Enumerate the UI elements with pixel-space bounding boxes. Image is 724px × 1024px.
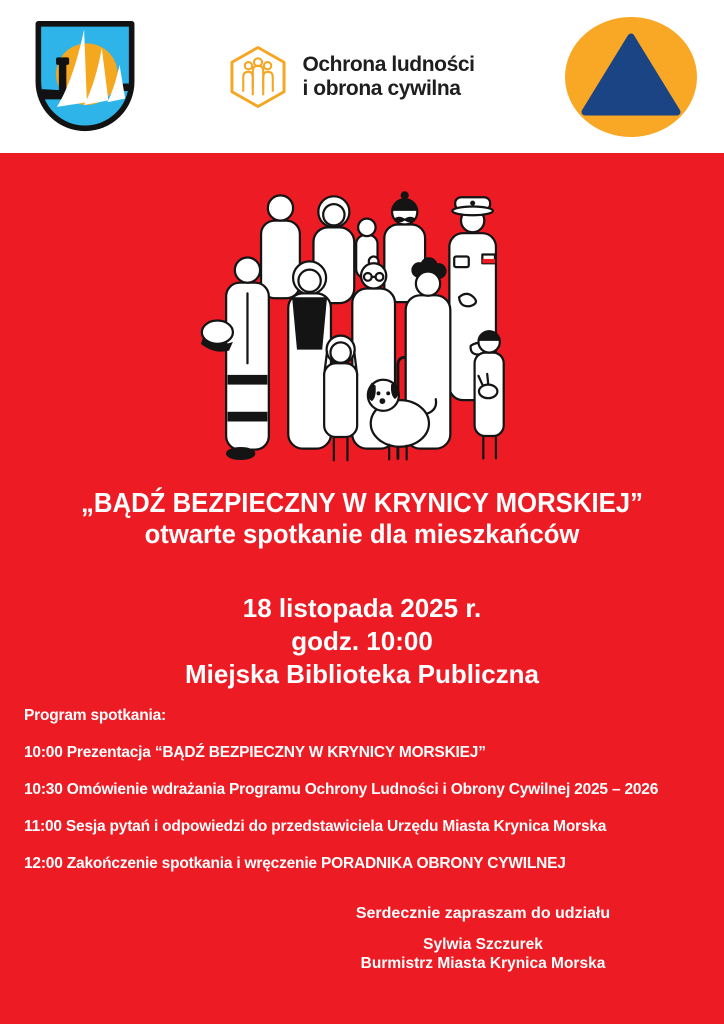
header-band — [0, 0, 724, 153]
poster-body — [0, 153, 724, 1024]
krynica-morska-crest-icon — [29, 16, 141, 138]
signature-name: Sylwia Szczurek — [423, 936, 543, 954]
program-section — [24, 707, 724, 873]
poster-title: „BĄDŹ BEZPIECZNY W KRYNICY MORSKIEJ” — [80, 487, 644, 518]
event-time: godz. 10:00 — [291, 626, 433, 657]
event-date: 18 listopada 2025 r. — [242, 593, 482, 624]
civil-defense-symbol-wrap — [558, 16, 698, 138]
program-item: 11:00 Sesja pytań i odpowiedzi do przedstawiciela Urzędu Miasta Krynica Morska — [24, 818, 607, 836]
crest-wrap — [26, 16, 144, 138]
signature-title: Burmistrz Miasta Krynica Morska — [360, 954, 606, 972]
poster-subtitle: otwarte spotkanie dla mieszkańców — [144, 519, 580, 550]
civil-protection-logo — [227, 44, 474, 110]
closing-block — [283, 905, 683, 973]
org-name-line2: i obrona cywilna — [302, 76, 461, 100]
program-item: 10:00 Prezentacja “BĄDŹ BEZPIECZNY W KRYNICY MORSKIEJ” — [24, 744, 486, 762]
event-details-block — [0, 592, 724, 691]
invitation-text: Serdecznie zapraszam do udziału — [355, 905, 611, 923]
signature-block — [283, 936, 683, 973]
community-people-illustration — [197, 169, 527, 475]
program-item: 10:30 Omówienie wdrażania Programu Ochrony Ludności i Obrony Cywilnej 2025 – 2026 — [24, 781, 659, 799]
org-name-line1: Ochrona ludności — [302, 53, 475, 77]
civil-defense-symbol-icon — [564, 16, 698, 138]
event-venue: Miejska Biblioteka Publiczna — [185, 659, 539, 690]
program-heading: Program spotkania: — [24, 707, 166, 725]
hexagon-people-icon — [227, 44, 289, 110]
org-name — [302, 53, 474, 99]
program-item: 12:00 Zakończenie spotkania i wręczenie PORADNIKA OBRONY CYWILNEJ — [24, 855, 566, 873]
poster-title-block — [0, 487, 724, 550]
